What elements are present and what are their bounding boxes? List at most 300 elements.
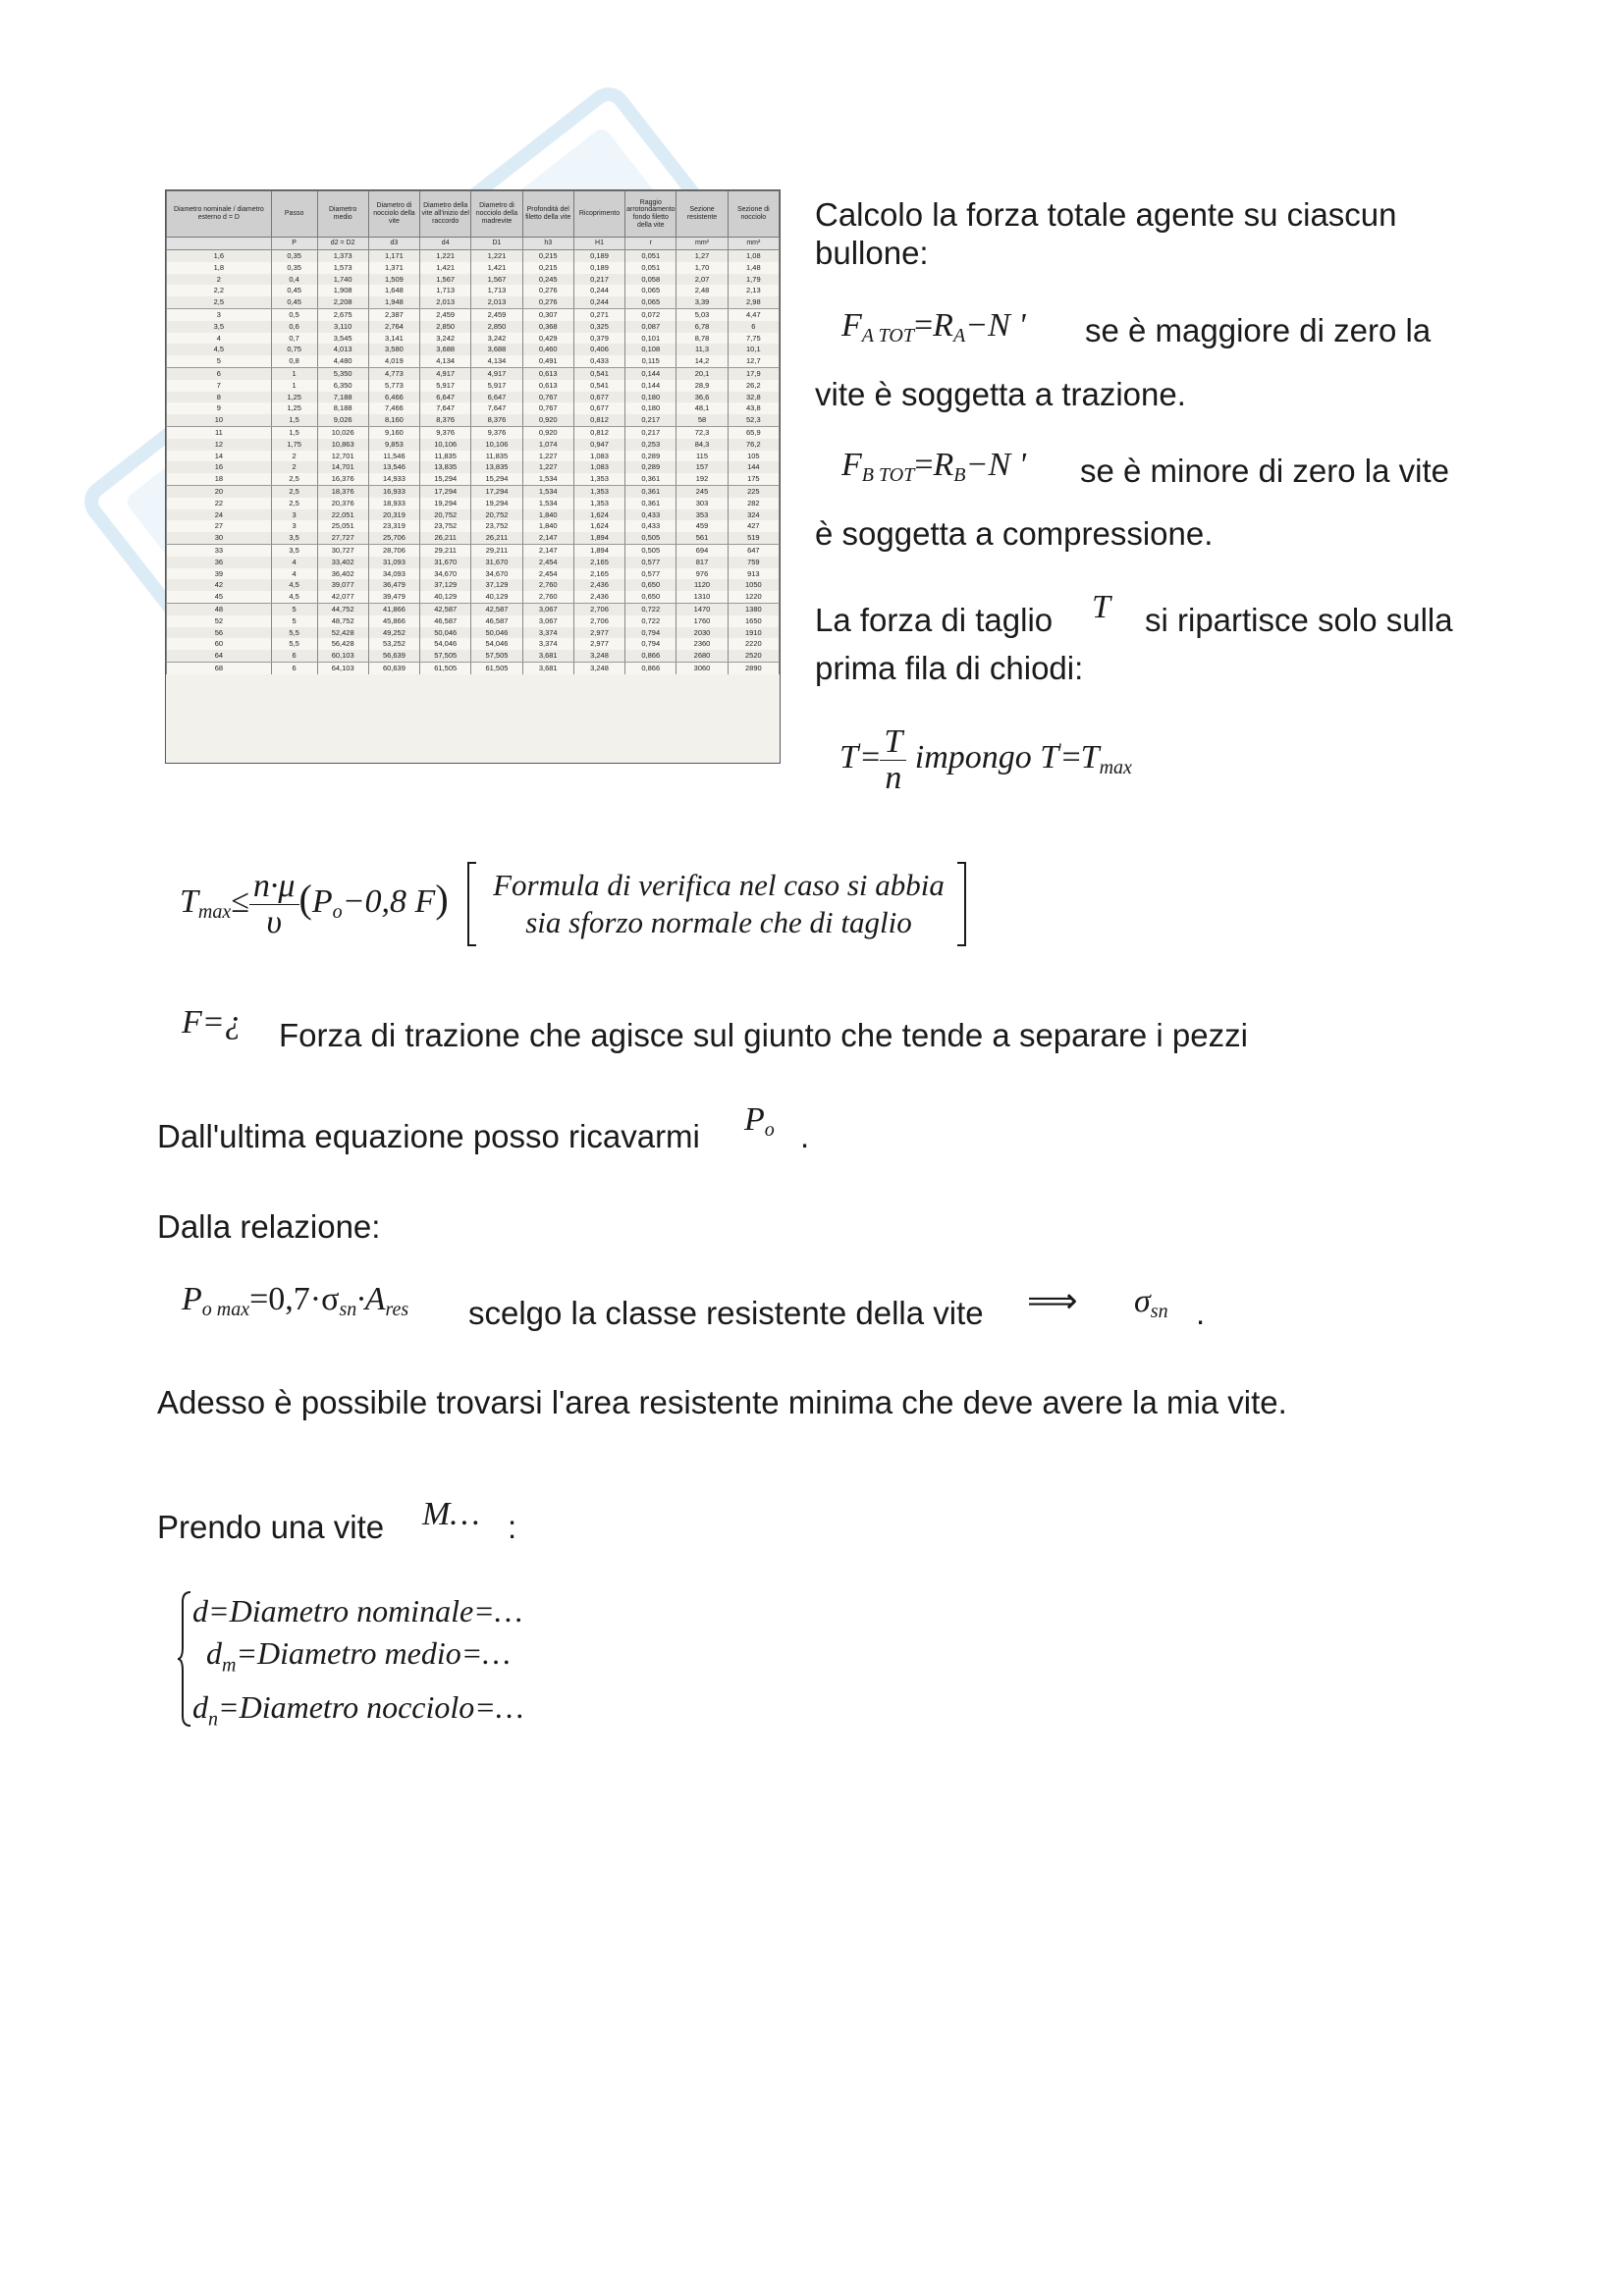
- table-cell: 20,319: [368, 509, 419, 521]
- table-row: [167, 367, 780, 379]
- table-cell: 1,908: [317, 285, 368, 296]
- table-cell: 56,639: [368, 650, 419, 662]
- unit-cell: d2 = D2: [317, 238, 368, 250]
- table-cell: 5,5: [271, 627, 317, 639]
- table-cell: 60: [167, 638, 272, 650]
- table-cell: 0,108: [625, 344, 676, 355]
- table-cell: 5,917: [471, 380, 522, 392]
- unit-cell: d3: [368, 238, 419, 250]
- table-cell: 61,505: [420, 662, 471, 673]
- table-cell: 34,670: [471, 568, 522, 580]
- table-cell: 0,722: [625, 603, 676, 614]
- table-cell: 0,244: [573, 296, 624, 308]
- table-cell: 60,639: [368, 662, 419, 673]
- table-cell: 25,706: [368, 532, 419, 544]
- table-cell: 31,670: [471, 557, 522, 568]
- table-cell: 0,101: [625, 333, 676, 345]
- table-cell: 64: [167, 650, 272, 662]
- table-cell: 72,3: [676, 426, 728, 438]
- table-cell: 6,78: [676, 321, 728, 333]
- table-cell: 39,077: [317, 579, 368, 591]
- table-cell: 3: [271, 509, 317, 521]
- table-cell: 39,479: [368, 591, 419, 603]
- table-cell: 64,103: [317, 662, 368, 673]
- table-cell: 0,722: [625, 615, 676, 627]
- table-cell: 68: [167, 662, 272, 673]
- table-cell: 1,6: [167, 250, 272, 262]
- table-cell: 0,433: [573, 355, 624, 367]
- table-cell: 3,681: [522, 662, 573, 673]
- system-equations: [192, 1590, 523, 1741]
- table-cell: 2890: [728, 662, 779, 673]
- table-cell: 0,051: [625, 262, 676, 274]
- table-row: [167, 662, 780, 673]
- table-cell: 0,325: [573, 321, 624, 333]
- table-cell: 7,188: [317, 392, 368, 403]
- table-cell: 11,835: [471, 451, 522, 462]
- table-cell: 0,087: [625, 321, 676, 333]
- table-cell: 84,3: [676, 439, 728, 451]
- table-cell: 11: [167, 426, 272, 438]
- table-cell: 5: [167, 355, 272, 367]
- table-cell: 4,5: [271, 591, 317, 603]
- table-cell: 1,840: [522, 509, 573, 521]
- table-cell: 2,764: [368, 321, 419, 333]
- table-cell: 0,920: [522, 414, 573, 426]
- table-cell: 37,129: [471, 579, 522, 591]
- table-cell: 28,706: [368, 544, 419, 556]
- table-cell: 2,98: [728, 296, 779, 308]
- table-cell: 2,454: [522, 568, 573, 580]
- formula-tmax: $T_{max}\le$ $\frac{n\cdot\mu}{\upsilon}$ ($P_o-0,8$ F): [180, 868, 449, 940]
- text-relazione: Dalla relazione:: [157, 1208, 381, 1245]
- table-cell: 2,850: [420, 321, 471, 333]
- table-cell: 0,767: [522, 402, 573, 414]
- col-header-h3: Profondità del filetto della vite: [522, 191, 573, 238]
- table-cell: 19,294: [420, 498, 471, 509]
- table-cell: 2,760: [522, 579, 573, 591]
- table-cell: 0,180: [625, 392, 676, 403]
- table-cell: 1,171: [368, 250, 419, 262]
- formula-t-prime: T'= $\frac{T}{n}$ impongo $T'=T_{max}$: [839, 723, 1132, 796]
- text-prendo: Prendo una vite: [157, 1509, 385, 1545]
- table-cell: 4,47: [728, 308, 779, 320]
- table-cell: 0,75: [271, 344, 317, 355]
- table-cell: 0,8: [271, 355, 317, 367]
- text-dot2: .: [1196, 1295, 1206, 1331]
- unit-cell: H1: [573, 238, 624, 250]
- table-cell: 0,613: [522, 380, 573, 392]
- table-cell: 3,688: [471, 344, 522, 355]
- table-cell: 16: [167, 461, 272, 473]
- table-cell: 1650: [728, 615, 779, 627]
- table-cell: 0,379: [573, 333, 624, 345]
- text-compressione: è soggetta a compressione.: [815, 515, 1214, 552]
- table-cell: 10: [167, 414, 272, 426]
- table-cell: 3,248: [573, 650, 624, 662]
- table-cell: 1050: [728, 579, 779, 591]
- table-cell: 0,812: [573, 414, 624, 426]
- table-cell: 913: [728, 568, 779, 580]
- table-cell: 26,211: [471, 532, 522, 544]
- table-cell: 18: [167, 473, 272, 485]
- table-cell: 9: [167, 402, 272, 414]
- table-cell: 0,812: [573, 426, 624, 438]
- table-cell: 49,252: [368, 627, 419, 639]
- table-cell: 0,217: [573, 274, 624, 286]
- table-cell: 353: [676, 509, 728, 521]
- table-cell: 17,9: [728, 367, 779, 379]
- table-cell: 8,78: [676, 333, 728, 345]
- table-cell: 0,189: [573, 250, 624, 262]
- table-cell: 0,866: [625, 662, 676, 673]
- table-cell: 2,208: [317, 296, 368, 308]
- table-cell: 11,3: [676, 344, 728, 355]
- table-cell: 4: [271, 557, 317, 568]
- table-row: [167, 380, 780, 392]
- table-cell: 144: [728, 461, 779, 473]
- unit-cell: D1: [471, 238, 522, 250]
- table-cell: 759: [728, 557, 779, 568]
- table-cell: 22: [167, 498, 272, 509]
- text-forza-trazione: Forza di trazione che agisce sul giunto che tende a separare i pezzi: [279, 1017, 1248, 1053]
- table-cell: 36,479: [368, 579, 419, 591]
- table-cell: 0,276: [522, 285, 573, 296]
- symbol-t: T: [1092, 589, 1110, 625]
- unit-cell: mm²: [676, 238, 728, 250]
- table-cell: 50,046: [420, 627, 471, 639]
- table-cell: 45,866: [368, 615, 419, 627]
- table-cell: 694: [676, 544, 728, 556]
- table-row: [167, 568, 780, 580]
- system-line-medio: $d_m=Diametro$ medio=…: [206, 1635, 511, 1677]
- table-cell: 1910: [728, 627, 779, 639]
- table-cell: 2,454: [522, 557, 573, 568]
- table-cell: 3,067: [522, 603, 573, 614]
- table-cell: 0,866: [625, 650, 676, 662]
- table-cell: 1,08: [728, 250, 779, 262]
- table-cell: 26,211: [420, 532, 471, 544]
- table-cell: 647: [728, 544, 779, 556]
- table-cell: 1,5: [271, 426, 317, 438]
- table-cell: 32,8: [728, 392, 779, 403]
- table-cell: 1,25: [271, 402, 317, 414]
- table-cell: 20,1: [676, 367, 728, 379]
- table-cell: 0,577: [625, 568, 676, 580]
- unit-cell: d4: [420, 238, 471, 250]
- table-cell: 0,45: [271, 285, 317, 296]
- table-cell: 0,217: [625, 426, 676, 438]
- table-cell: 10,026: [317, 426, 368, 438]
- unit-cell: r: [625, 238, 676, 250]
- table-cell: 0,4: [271, 274, 317, 286]
- text-dot1: .: [800, 1118, 810, 1154]
- table-cell: 36,402: [317, 568, 368, 580]
- table-cell: 561: [676, 532, 728, 544]
- table-row: [167, 509, 780, 521]
- table-cell: 1120: [676, 579, 728, 591]
- table-cell: 0,577: [625, 557, 676, 568]
- table-row: [167, 591, 780, 603]
- table-cell: 20,376: [317, 498, 368, 509]
- table-cell: 18,933: [368, 498, 419, 509]
- table-cell: 2,706: [573, 603, 624, 614]
- table-cell: 1,70: [676, 262, 728, 274]
- table-cell: 2,459: [471, 308, 522, 320]
- table-cell: 2,5: [271, 485, 317, 497]
- table-cell: 15,294: [471, 473, 522, 485]
- col-header-d4: Diametro della vite all'inizio del raccordo: [420, 191, 471, 238]
- table-cell: 0,5: [271, 308, 317, 320]
- table-cell: 31,670: [420, 557, 471, 568]
- table-cell: 3,141: [368, 333, 419, 345]
- table-cell: 0,45: [271, 296, 317, 308]
- text-bullone: bullone:: [815, 235, 929, 271]
- table-cell: 50,046: [471, 627, 522, 639]
- table-cell: 3,242: [471, 333, 522, 345]
- table-row: [167, 615, 780, 627]
- table-cell: 31,093: [368, 557, 419, 568]
- table-cell: 1,48: [728, 262, 779, 274]
- table-cell: 1220: [728, 591, 779, 603]
- table-cell: 8,160: [368, 414, 419, 426]
- table-cell: 9,026: [317, 414, 368, 426]
- text-ultima-eq: Dall'ultima equazione posso ricavarmi: [157, 1118, 700, 1154]
- table-row: [167, 579, 780, 591]
- table-cell: 52,3: [728, 414, 779, 426]
- table-cell: 1,534: [522, 498, 573, 509]
- table-cell: 0,215: [522, 250, 573, 262]
- unit-cell: mm²: [728, 238, 779, 250]
- table-row: [167, 344, 780, 355]
- system-line-nocciolo: $d_n=Diametro$ nocciolo=…: [192, 1689, 524, 1731]
- table-cell: 1,227: [522, 451, 573, 462]
- table-cell: 48,1: [676, 402, 728, 414]
- table-cell: 30,727: [317, 544, 368, 556]
- table-cell: 0,767: [522, 392, 573, 403]
- table-cell: 1,421: [420, 262, 471, 274]
- table-cell: 3,5: [271, 532, 317, 544]
- table-cell: 3,242: [420, 333, 471, 345]
- table-cell: 0,541: [573, 380, 624, 392]
- table-row: [167, 520, 780, 532]
- table-cell: 427: [728, 520, 779, 532]
- table-cell: 0,368: [522, 321, 573, 333]
- table-cell: 0,144: [625, 367, 676, 379]
- table-cell: 225: [728, 485, 779, 497]
- text-calcolo: Calcolo la forza totale agente su ciascun: [815, 196, 1397, 233]
- table-cell: 0,271: [573, 308, 624, 320]
- table-cell: 17,294: [471, 485, 522, 497]
- table-cell: 3,5: [271, 544, 317, 556]
- table-cell: 1,509: [368, 274, 419, 286]
- table-cell: 10,1: [728, 344, 779, 355]
- text-scelgo: scelgo la classe resistente della vite: [468, 1295, 984, 1331]
- table-cell: 0,276: [522, 296, 573, 308]
- symbol-sigma-sn: $\sigma_{sn}$: [1134, 1283, 1168, 1322]
- table-cell: 12: [167, 439, 272, 451]
- table-cell: 7,466: [368, 402, 419, 414]
- text-se-minore: se è minore di zero la vite: [1080, 453, 1450, 489]
- system-line-nominale: d=Diametro nominale=…: [192, 1593, 523, 1629]
- table-cell: 4: [167, 333, 272, 345]
- table-cell: 13,835: [471, 461, 522, 473]
- table-cell: 2: [167, 274, 272, 286]
- table-row: [167, 250, 780, 262]
- table-cell: 0,505: [625, 544, 676, 556]
- table-cell: 29,211: [420, 544, 471, 556]
- table-cell: 0,245: [522, 274, 573, 286]
- table-cell: 1,79: [728, 274, 779, 286]
- table-cell: 0,491: [522, 355, 573, 367]
- table-cell: 13,546: [368, 461, 419, 473]
- formula-note: Formula di verifica nel caso si abbia sia sforzo normale che di taglio: [493, 868, 945, 939]
- table-cell: 2,147: [522, 544, 573, 556]
- table-cell: 0,361: [625, 498, 676, 509]
- unit-cell: h3: [522, 238, 573, 250]
- table-cell: 6,350: [317, 380, 368, 392]
- table-cell: 0,433: [625, 509, 676, 521]
- table-cell: 2,436: [573, 579, 624, 591]
- table-row: [167, 308, 780, 320]
- table-cell: 1,083: [573, 451, 624, 462]
- table-cell: 519: [728, 532, 779, 544]
- table-cell: 2,706: [573, 615, 624, 627]
- table-cell: 2: [271, 451, 317, 462]
- table-cell: 0,406: [573, 344, 624, 355]
- table-cell: 4,5: [271, 579, 317, 591]
- table-cell: 3,248: [573, 662, 624, 673]
- table-cell: 0,244: [573, 285, 624, 296]
- table-cell: 48,752: [317, 615, 368, 627]
- table-cell: 0,115: [625, 355, 676, 367]
- table-cell: 175: [728, 473, 779, 485]
- table-cell: 54,046: [420, 638, 471, 650]
- table-cell: 1,221: [420, 250, 471, 262]
- table-cell: 2,5: [271, 473, 317, 485]
- formula-po-max: $P_{o max}=0,7\cdot\sigma_{sn}\cdot A_{res}$: [182, 1281, 409, 1320]
- table-cell: 20,752: [420, 509, 471, 521]
- table-cell: 19,294: [471, 498, 522, 509]
- table-cell: 34,093: [368, 568, 419, 580]
- table-cell: 65,9: [728, 426, 779, 438]
- table-cell: 2,459: [420, 308, 471, 320]
- table-cell: 3,374: [522, 638, 573, 650]
- table-cell: 23,752: [471, 520, 522, 532]
- table-cell: 1,648: [368, 285, 419, 296]
- table-cell: 2,977: [573, 627, 624, 639]
- formula-f: F=¿: [182, 1004, 242, 1041]
- col-header-ares: Sezione resistente: [676, 191, 728, 238]
- table-cell: 0,065: [625, 285, 676, 296]
- table-cell: 12,7: [728, 355, 779, 367]
- table-cell: 57,505: [420, 650, 471, 662]
- table-cell: 0,144: [625, 380, 676, 392]
- table-cell: 1,353: [573, 473, 624, 485]
- col-header-d: Diametro nominale / diametro esterno d = D: [167, 191, 272, 238]
- table-cell: 2520: [728, 650, 779, 662]
- table-cell: 817: [676, 557, 728, 568]
- table-cell: 324: [728, 509, 779, 521]
- table-cell: 3,5: [167, 321, 272, 333]
- symbol-po: $P_o$: [744, 1101, 775, 1141]
- table-cell: 2,48: [676, 285, 728, 296]
- formula-fb-tot: $F_{B TOT}=R_B-N$ ': [841, 447, 1026, 486]
- table-row: [167, 627, 780, 639]
- table-cell: 5,773: [368, 380, 419, 392]
- table-cell: 22,051: [317, 509, 368, 521]
- text-prima-fila: prima fila di chiodi:: [815, 650, 1084, 686]
- table-cell: 1,221: [471, 250, 522, 262]
- table-cell: 3,110: [317, 321, 368, 333]
- table-cell: 1,534: [522, 485, 573, 497]
- table-row: [167, 461, 780, 473]
- table-cell: 11,835: [420, 451, 471, 462]
- table-units-row: [167, 238, 780, 250]
- table-cell: 8,376: [420, 414, 471, 426]
- table-row: [167, 451, 780, 462]
- table-row: [167, 333, 780, 345]
- table-cell: 1,8: [167, 262, 272, 274]
- table-cell: 2,07: [676, 274, 728, 286]
- table-cell: 0,920: [522, 426, 573, 438]
- table-row: [167, 603, 780, 614]
- table-cell: 3,545: [317, 333, 368, 345]
- col-header-d3: Diametro di nocciolo della vite: [368, 191, 419, 238]
- table-cell: 41,866: [368, 603, 419, 614]
- table-cell: 45: [167, 591, 272, 603]
- table-cell: 25,051: [317, 520, 368, 532]
- table-cell: 1,567: [471, 274, 522, 286]
- col-header-p: Passo: [271, 191, 317, 238]
- table-cell: 9,376: [420, 426, 471, 438]
- table-cell: 48: [167, 603, 272, 614]
- table-cell: 1,567: [420, 274, 471, 286]
- table-cell: 3,681: [522, 650, 573, 662]
- table-cell: 7: [167, 380, 272, 392]
- table-cell: 0,072: [625, 308, 676, 320]
- table-cell: 52: [167, 615, 272, 627]
- table-cell: 56,428: [317, 638, 368, 650]
- table-cell: 1,353: [573, 485, 624, 497]
- table-cell: 8,188: [317, 402, 368, 414]
- table-cell: 2,13: [728, 285, 779, 296]
- table-cell: 17,294: [420, 485, 471, 497]
- table-row: [167, 650, 780, 662]
- table-cell: 46,587: [420, 615, 471, 627]
- table-cell: 0,217: [625, 414, 676, 426]
- table-row: [167, 426, 780, 438]
- col-header-anoc: Sezione di nocciolo: [728, 191, 779, 238]
- table-cell: 0,051: [625, 250, 676, 262]
- table-cell: 4,134: [420, 355, 471, 367]
- table-cell: 2,165: [573, 568, 624, 580]
- table-cell: 2: [271, 461, 317, 473]
- table-cell: 14,701: [317, 461, 368, 473]
- table-cell: 3,688: [420, 344, 471, 355]
- table-cell: 5: [271, 615, 317, 627]
- table-cell: 42,587: [420, 603, 471, 614]
- table-cell: 15,294: [420, 473, 471, 485]
- table-cell: 44,752: [317, 603, 368, 614]
- table-cell: 0,058: [625, 274, 676, 286]
- table-cell: 7,647: [420, 402, 471, 414]
- table-cell: 4,013: [317, 344, 368, 355]
- table-cell: 0,613: [522, 367, 573, 379]
- table-cell: 6: [167, 367, 272, 379]
- table-row: [167, 262, 780, 274]
- table-cell: 6,647: [471, 392, 522, 403]
